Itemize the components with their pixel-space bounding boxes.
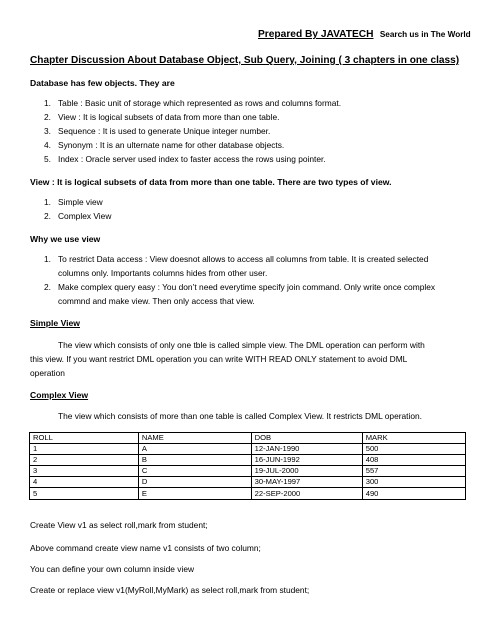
- table-row: [30, 466, 466, 477]
- table-cell: 4: [30, 477, 139, 488]
- table-cell: 500: [362, 444, 465, 455]
- simple-view-text-line: this view. If you want restrict DML operation you can write WITH READ ONLY statement to avoid DML: [30, 354, 408, 364]
- table-cell: 557: [362, 466, 465, 477]
- simple-view-heading: Simple View: [30, 318, 80, 328]
- table-cell: A: [138, 444, 251, 455]
- simple-view-text-line: The view which consists of only one tble is called simple view. The DML operation can perform with: [58, 340, 425, 350]
- table-cell: 3: [30, 466, 139, 477]
- table-cell: E: [138, 488, 251, 499]
- table-cell: 1: [30, 444, 139, 455]
- table-row: [30, 477, 466, 488]
- table-cell: 490: [362, 488, 465, 499]
- list-item: 3. Sequence : It is used to generate Unique integer number.: [44, 126, 271, 136]
- list-item-continuation: columns only. Importants columns hides from other user.: [58, 268, 268, 278]
- table-cell: C: [138, 466, 251, 477]
- table-cell: 300: [362, 477, 465, 488]
- explanation-line: Above command create view name v1 consists of two column;: [30, 543, 261, 553]
- table-header-row: [30, 433, 466, 444]
- list-item: 2. View : It is logical subsets of data from more than one table.: [44, 112, 280, 122]
- table-row: [30, 488, 466, 499]
- header-cell-mark: MARK: [362, 433, 465, 444]
- explanation-line: You can define your own column inside view: [30, 564, 195, 574]
- view-heading: View : It is logical subsets of data from more than one table. There are two types of view.: [30, 177, 392, 187]
- table-cell: 2: [30, 455, 139, 466]
- header-cell-roll: ROLL: [30, 433, 139, 444]
- table-cell: 30-MAY-1997: [251, 477, 362, 488]
- table-cell: 408: [362, 455, 465, 466]
- list-item-continuation: commnd and make view. Then only access that view.: [58, 296, 255, 306]
- list-item: 1. Table : Basic unit of storage which represented as rows and columns format.: [44, 98, 342, 108]
- table-cell: 19-JUL-2000: [251, 466, 362, 477]
- prepared-by-label: Prepared By JAVATECH: [258, 29, 374, 40]
- table-row: [30, 444, 466, 455]
- why-heading: Why we use view: [30, 234, 101, 244]
- sql-create-view-line: Create View v1 as select roll,mark from student;: [30, 520, 208, 530]
- table-cell: 5: [30, 488, 139, 499]
- table-cell: 12-JAN-1990: [251, 444, 362, 455]
- list-item: 1. To restrict Data access : View doesnot allows to access all columns from table. It is created selected: [44, 254, 429, 264]
- page-header: [258, 29, 471, 42]
- header-cell-name: NAME: [138, 433, 251, 444]
- list-item: 2. Make complex query easy : You don’t need everytime specify join command. Only write once complex: [44, 282, 436, 292]
- list-item: 1. Simple view: [44, 197, 103, 207]
- header-cell-dob: DOB: [251, 433, 362, 444]
- complex-view-heading: Complex View: [30, 390, 89, 400]
- document-title: Chapter Discussion About Database Object, Sub Query, Joining ( 3 chapters in one class): [30, 55, 460, 66]
- list-item: 4. Synonym : It is an ulternate name for other database objects.: [44, 140, 285, 150]
- simple-view-text-line: operation: [30, 368, 65, 378]
- table-cell: B: [138, 455, 251, 466]
- table-cell: 16-JUN-1992: [251, 455, 362, 466]
- header-tagline: Search us in The World: [379, 30, 471, 39]
- sql-create-replace-line: Create or replace view v1(MyRoll,MyMark) as select roll,mark from student;: [30, 585, 310, 595]
- student-table: [29, 432, 466, 500]
- list-item: 5. Index : Oracle server used index to faster access the rows using pointer.: [44, 154, 326, 164]
- table-cell: D: [138, 477, 251, 488]
- table-row: [30, 455, 466, 466]
- complex-view-text-line: The view which consists of more than one table is called Complex View. It restricts DML operation.: [58, 411, 423, 421]
- objects-heading: Database has few objects. They are: [30, 78, 175, 88]
- list-item: 2. Complex View: [44, 211, 112, 221]
- table-cell: 22-SEP-2000: [251, 488, 362, 499]
